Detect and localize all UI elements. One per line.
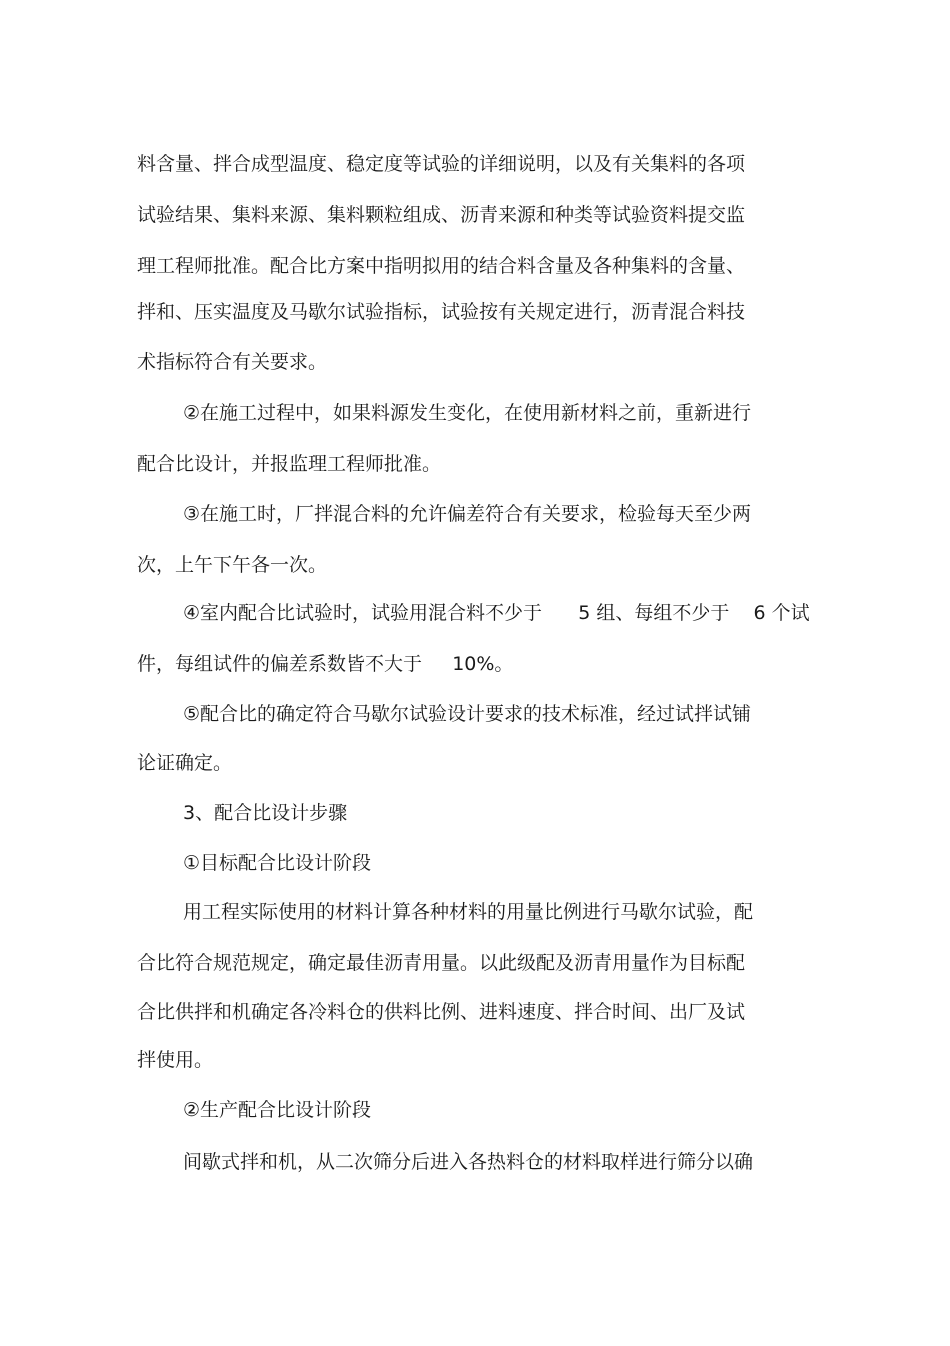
text-line: 间歇式拌和机，从二次筛分后进入各热料仓的材料取样进行筛分以确	[183, 1151, 754, 1173]
text-line: 试验结果、集料来源、集料颗粒组成、沥青来源和种类等试验资料提交监	[137, 204, 746, 226]
subsection-heading: ①目标配合比设计阶段	[183, 852, 372, 874]
text-line: 术指标符合有关要求。	[137, 351, 328, 373]
text-line: 次，上午下午各一次。	[137, 554, 328, 576]
text-line: 件，每组试件的偏差系数皆不大于 10%。	[137, 653, 514, 675]
text-line: 用工程实际使用的材料计算各种材料的用量比例进行马歇尔试验，配	[183, 901, 754, 923]
text-line: 理工程师批准。配合比方案中指明拟用的结合料含量及各种集料的含量、	[137, 255, 746, 277]
text-line: 料含量、拌合成型温度、稳定度等试验的详细说明，以及有关集料的各项	[137, 153, 746, 175]
text-line: ③在施工时，厂拌混合料的允许偏差符合有关要求，检验每天至少两	[183, 503, 752, 525]
text-line: ②在施工过程中，如果料源发生变化，在使用新材料之前，重新进行	[183, 402, 752, 424]
text-line: ④室内配合比试验时，试验用混合料不少于 5 组、每组不少于 6 个试	[183, 602, 810, 624]
text-line: 合比符合规范规定，确定最佳沥青用量。以此级配及沥青用量作为目标配	[137, 952, 746, 974]
section-heading: 3、配合比设计步骤	[183, 802, 348, 824]
text-line: 合比供拌和机确定各冷料仓的供料比例、进料速度、拌合时间、出厂及试	[137, 1001, 746, 1023]
text-line: 配合比设计，并报监理工程师批准。	[137, 453, 442, 475]
subsection-heading: ②生产配合比设计阶段	[183, 1099, 372, 1121]
text-line: 论证确定。	[137, 752, 233, 774]
text-line: ⑤配合比的确定符合马歇尔试验设计要求的技术标准，经过试拌试铺	[183, 703, 752, 725]
text-line: 拌和、压实温度及马歇尔试验指标，试验按有关规定进行，沥青混合料技	[137, 301, 746, 323]
text-line: 拌使用。	[137, 1049, 214, 1071]
